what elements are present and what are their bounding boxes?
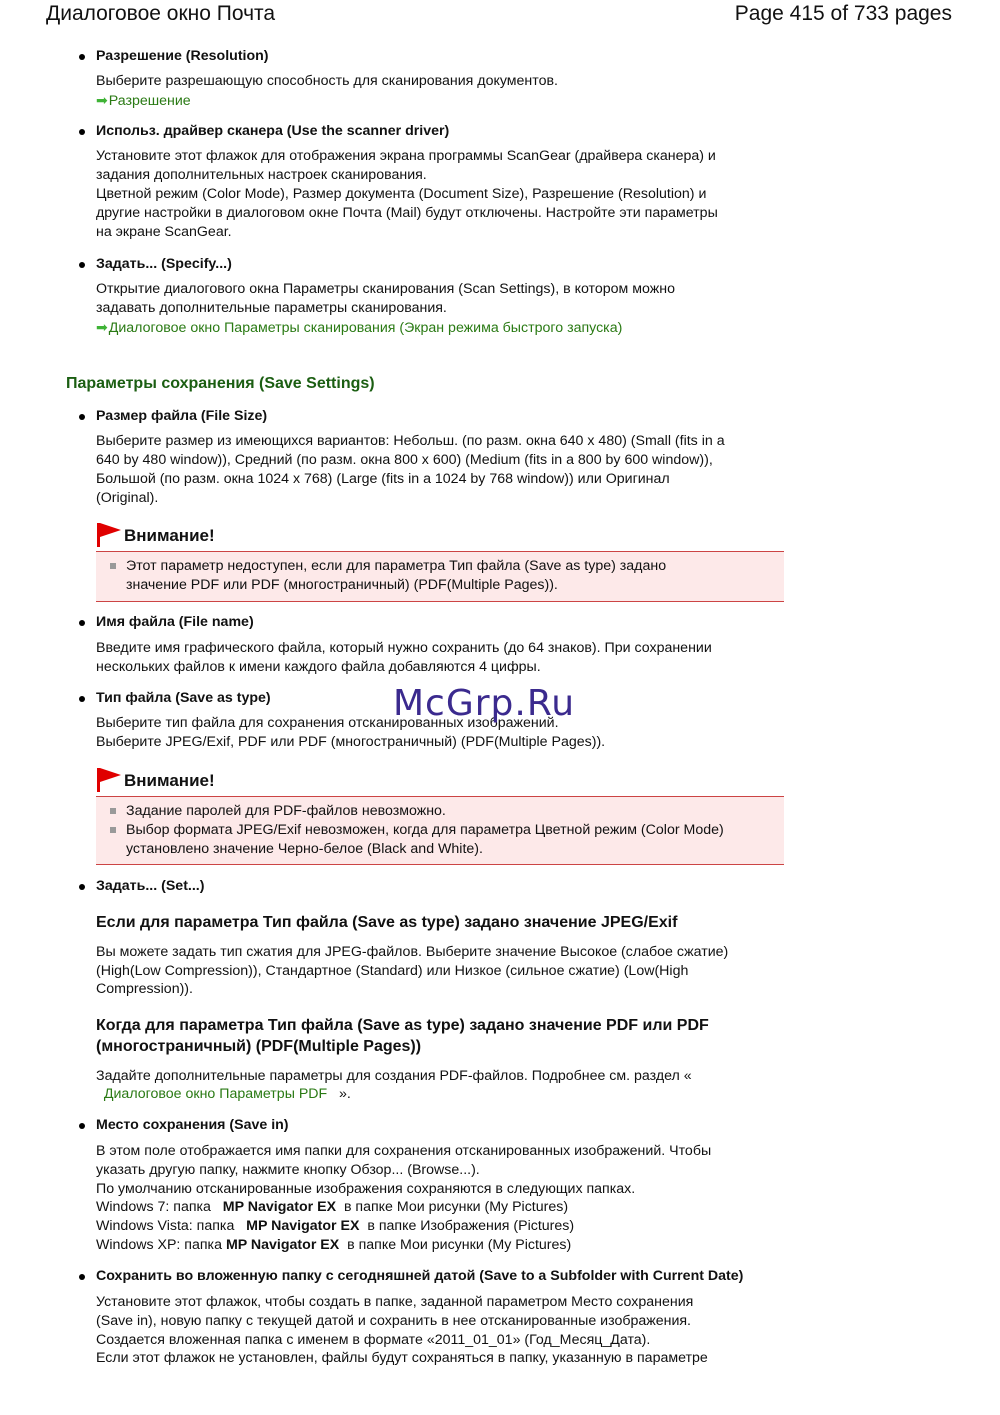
item-text: Установите этот флажок для отображения экрана программы ScanGear (драйвера сканера) и <box>96 148 716 164</box>
item-text: Выберите JPEG/Exif, PDF или PDF (многостраничный) (PDF(Multiple Pages)). <box>96 734 606 750</box>
square-bullet-icon <box>110 827 116 833</box>
square-bullet-icon <box>110 563 116 569</box>
item-text: (High(Low Compression)), Стандартное (Standard) или Низкое (сильное сжатие) (Low(High <box>96 963 689 979</box>
bullet-icon <box>79 620 85 626</box>
note-text: Этот параметр недоступен, если для параметра Тип файла (Save as type) задано <box>126 558 667 574</box>
item-text-win7: Windows 7: папка MP Navigator EX в папке Мои рисунки (My Pictures) <box>96 1199 569 1215</box>
item-title-scanner-driver: Использ. драйвер сканера (Use the scanner driver) <box>96 123 450 139</box>
item-text: (Save in), новую папку с текущей датой и сохранить в нее отсканированные изображения. <box>96 1313 692 1329</box>
item-text: Если этот флажок не установлен, файлы будут сохраняться в папку, указанную в параметре <box>96 1350 708 1366</box>
item-text: другие настройки в диалоговом окне Почта (Mail) будут отключены. Настройте эти параметры <box>96 205 718 221</box>
item-text: Compression)). <box>96 981 193 997</box>
item-text: Открытие диалогового окна Параметры сканирования (Scan Settings), в котором можно <box>96 281 675 297</box>
watermark: McGrp.Ru <box>393 683 576 724</box>
item-text: 640 by 480 window)), Средний (по разм. окна 800 x 600) (Medium (fits in a 800 by 600 window)), <box>96 452 713 468</box>
item-title-save-in: Место сохранения (Save in) <box>96 1117 289 1133</box>
bullet-icon <box>79 884 85 890</box>
item-text-xp: Windows XP: папка MP Navigator EX в папке Мои рисунки (My Pictures) <box>96 1237 572 1253</box>
item-text: Цветной режим (Color Mode), Размер документа (Document Size), Разрешение (Resolution) и <box>96 186 707 202</box>
item-text: Задайте дополнительные параметры для создания PDF-файлов. Подробнее см. раздел « <box>96 1068 692 1084</box>
item-title-save-as-type: Тип файла (Save as type) <box>96 690 271 706</box>
item-title-file-name: Имя файла (File name) <box>96 614 254 630</box>
item-text: Выберите разрешающую способность для сканирования документов. <box>96 73 558 89</box>
page-counter: Page 415 of 733 pages <box>734 2 952 25</box>
item-text: (Original). <box>96 490 159 506</box>
item-title-set: Задать... (Set...) <box>96 878 205 894</box>
bullet-icon <box>79 696 85 702</box>
item-text: задания дополнительных настроек сканирования. <box>96 167 427 183</box>
note-text: Задание паролей для PDF-файлов невозможно. <box>126 803 446 819</box>
square-bullet-icon <box>110 808 116 814</box>
item-title-specify: Задать... (Specify...) <box>96 256 232 272</box>
bullet-icon <box>79 129 85 135</box>
item-text: Введите имя графического файла, который нужно сохранить (до 64 знаков). При сохранении <box>96 640 712 656</box>
note-text: установлено значение Черно-белое (Black and White). <box>126 841 483 857</box>
bullet-icon <box>79 414 85 420</box>
red-flag-icon <box>96 768 122 792</box>
item-text: Большой (по разм. окна 1024 x 768) (Large (fits in a 1024 by 768 window)) или Оригинал <box>96 471 670 487</box>
arrow-right-icon: ➡ <box>96 319 108 335</box>
bullet-icon <box>79 54 85 60</box>
item-title-file-size: Размер файла (File Size) <box>96 408 268 424</box>
item-text: Выберите тип файла для сохранения отсканированных изображений. <box>96 715 559 731</box>
bullet-icon <box>79 262 85 268</box>
note-text: значение PDF или PDF (многостраничный) (PDF(Multiple Pages)). <box>126 577 558 593</box>
item-text: По умолчанию отсканированные изображения сохраняются в следующих папках. <box>96 1181 636 1197</box>
item-text: Вы можете задать тип сжатия для JPEG-файлов. Выберите значение Высокое (слабое сжатие) <box>96 944 729 960</box>
pdf-settings-link-line: Диалоговое окно Параметры PDF ». <box>103 1086 351 1102</box>
item-title-resolution: Разрешение (Resolution) <box>96 48 269 64</box>
red-flag-icon <box>96 523 122 547</box>
sub-heading-jpeg: Если для параметра Тип файла (Save as type) задано значение JPEG/Exif <box>96 914 678 931</box>
page-header-title: Диалоговое окно Почта <box>46 2 276 25</box>
pdf-settings-link[interactable]: Диалоговое окно Параметры PDF <box>103 1086 328 1102</box>
note-title: Внимание! <box>96 768 215 792</box>
item-text: Установите этот флажок, чтобы создать в папке, заданной параметром Место сохранения <box>96 1294 694 1310</box>
item-text: Создается вложенная папка с именем в формате «2011_01_01» (Год_Месяц_Дата). <box>96 1332 651 1348</box>
item-text: В этом поле отображается имя папки для сохранения отсканированных изображений. Чтобы <box>96 1143 712 1159</box>
note-title: Внимание! <box>96 523 215 547</box>
item-text: указать другую папку, нажмите кнопку Обзор... (Browse...). <box>96 1162 480 1178</box>
arrow-right-icon: ➡ <box>96 92 108 108</box>
bullet-icon <box>79 1274 85 1280</box>
item-text: Выберите размер из имеющихся вариантов: Небольш. (по разм. окна 640 x 480) (Small (fits in a <box>96 433 725 449</box>
item-text: нескольких файлов к имени каждого файла добавляются 4 цифры. <box>96 659 541 675</box>
note-text: Выбор формата JPEG/Exif невозможен, когда для параметра Цветной режим (Color Mode) <box>126 822 724 838</box>
section-title-save-settings: Параметры сохранения (Save Settings) <box>66 375 375 392</box>
item-text-vista: Windows Vista: папка MP Navigator EX в папке Изображения (Pictures) <box>96 1218 575 1234</box>
item-title-subfolder: Сохранить во вложенную папку с сегодняшней датой (Save to a Subfolder with Current Date) <box>96 1268 744 1284</box>
sub-heading-pdf: (многостраничный) (PDF(Multiple Pages)) <box>96 1038 422 1055</box>
bullet-icon <box>79 1123 85 1129</box>
resolution-link[interactable]: ➡Разрешение <box>96 92 191 109</box>
item-text: на экране ScanGear. <box>96 224 232 240</box>
scan-settings-link[interactable]: ➡Диалоговое окно Параметры сканирования (Экран режима быстрого запуска) <box>96 319 623 336</box>
sub-heading-pdf: Когда для параметра Тип файла (Save as type) задано значение PDF или PDF <box>96 1017 709 1034</box>
item-text: задавать дополнительные параметры сканирования. <box>96 300 447 316</box>
